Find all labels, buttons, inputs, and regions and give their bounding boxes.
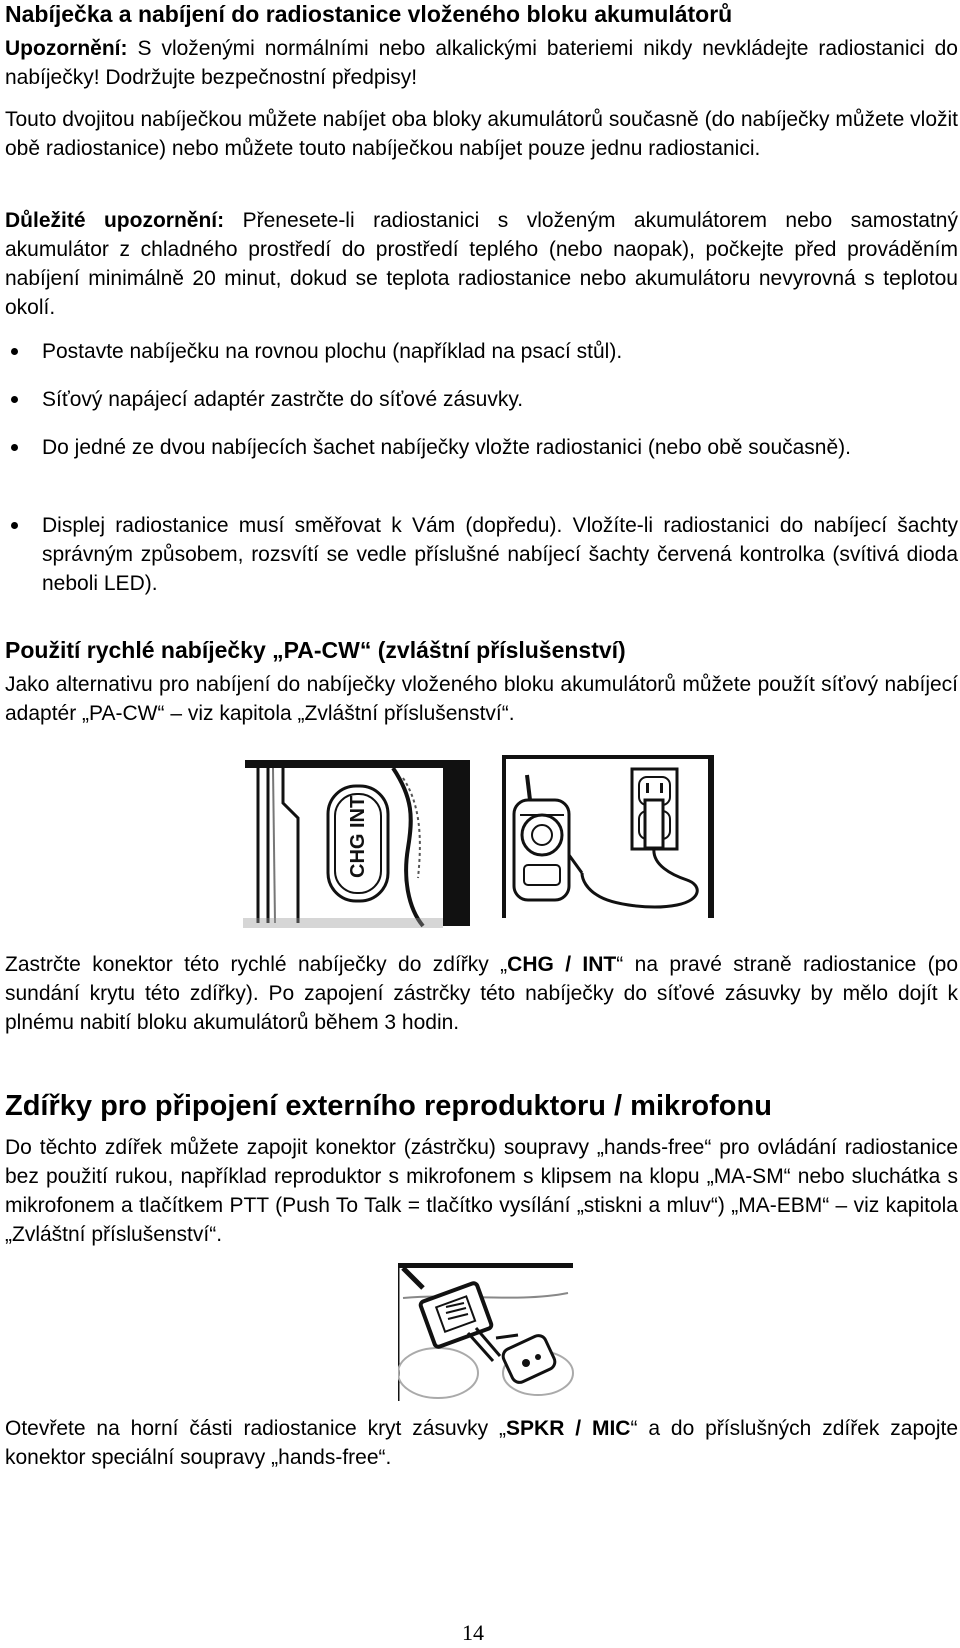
important-label: Důležité upozornění:	[5, 209, 225, 232]
spkr-mic-jack-label: SPKR / MIC	[506, 1417, 631, 1440]
chg-int-label: CHG INT	[347, 795, 369, 878]
warning-text: S vloženými normálními nebo alkalickými bateriemi nikdy nevkládejte radiostanici do nabíječky! Dodržujte bezpečnostní předpisy!	[5, 37, 958, 89]
warning-paragraph	[5, 34, 958, 92]
intro-paragraph: Touto dvojitou nabíječkou můžete nabíjet oba bloky akumulátorů současně (do nabíječky můžete vložit obě radiostanice) nebo můžete touto nabíječkou nabíjet pouze jednu radiostanici.	[5, 108, 958, 160]
bullet-dot	[11, 522, 18, 529]
external-speaker-intro: Do těchto zdířek můžete zapojit konektor (zástrčku) soupravy „hands-free“ pro ovládání radiostanice bez použití rukou, například reproduktor s mikrofonem s klipsem na klopu „MA-SM“ nebo sluchátka s mikrofonem a tlačítkem PTT (Push To Talk = tlačítko vysílání „stiskni a mluv“) „MA-EBM“ – viz kapitola „Zvláštní příslušenství“.	[5, 1136, 958, 1246]
spkr-mic-connector-illustration	[398, 1263, 578, 1403]
bullet-dot	[11, 348, 18, 355]
bullet-dot	[11, 444, 18, 451]
important-paragraph	[5, 206, 958, 322]
section-heading-quick-charger: Použití rychlé nabíječky „PA-CW“ (zvláštní příslušenství)	[5, 637, 626, 663]
important-text: Přenesete-li radiostanici s vloženým akumulátorem nebo samostatný akumulátor z chladného prostředí do prostředí teplého (nebo naopak), počkejte před prováděním nabíjení minimálně 20 minut, dokud se teplota radiostanice nebo akumulátoru nevyrovná s teplotou okolí.	[5, 209, 958, 319]
spkr-mic-instructions: Otevřete na horní části radiostanice kryt zásuvky „SPKR / MIC“ a do příslušných zdířek zapojte konektor speciální soupravy „hands-free“.	[5, 1417, 958, 1469]
bullet-dot	[11, 396, 18, 403]
radio-side-jack-illustration	[243, 758, 473, 928]
section-heading-external-speaker: Zdířky pro připojení externího reproduktoru / mikrofonu	[5, 1090, 772, 1122]
page-number: 14	[462, 1620, 484, 1645]
warning-label: Upozornění:	[5, 37, 128, 60]
section-title-charger: Nabíječka a nabíjení do radiostanice vloženého bloku akumulátorů	[5, 1, 733, 27]
quick-charger-instructions: Zastrčte konektor této rychlé nabíječky do zdířky „CHG / INT“ na pravé straně radiostanice (po sundání krytu této zdířky). Po zapojení zástrčky této nabíječky do síťové zásuvky by mělo dojít k plnému nabití bloku akumulátorů během 3 hodin.	[5, 953, 958, 1034]
chg-int-jack-label: CHG / INT	[507, 953, 617, 976]
radio-wall-outlet-illustration	[502, 755, 714, 918]
quick-charger-intro: Jako alternativu pro nabíjení do nabíječky vloženého bloku akumulátorů můžete použít síťový nabíjecí adaptér „PA-CW“ – viz kapitola „Zvláštní příslušenství“.	[5, 673, 958, 725]
